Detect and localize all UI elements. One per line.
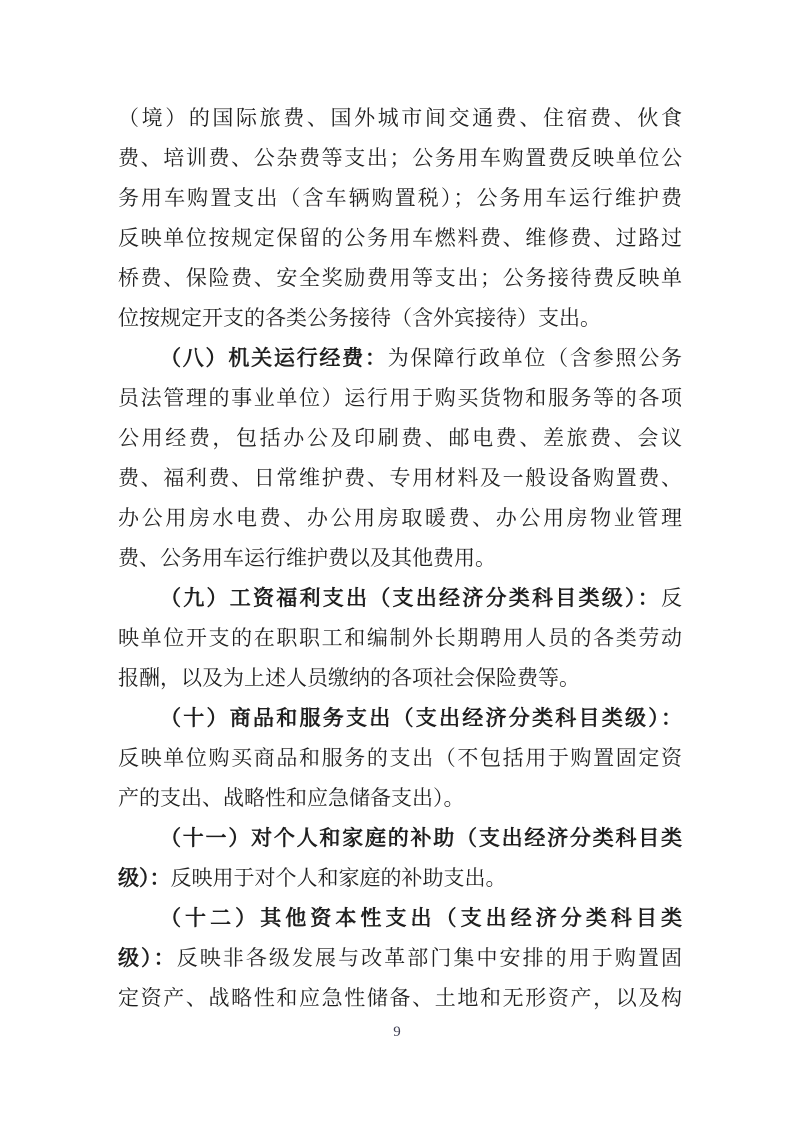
text-line — [118, 818, 682, 858]
text-line — [118, 378, 682, 418]
text-line — [118, 298, 682, 338]
text-line — [118, 218, 682, 258]
text-segment: 反映单位购买商品和服务的支出（不包括用于购置固定资 — [118, 746, 682, 770]
text-line — [118, 738, 682, 778]
text-line — [118, 858, 682, 898]
page-number: 9 — [393, 1024, 401, 1040]
text-line — [118, 658, 682, 698]
text-line — [118, 178, 682, 218]
text-line — [118, 778, 682, 818]
text-line — [118, 498, 682, 538]
text-segment-bold: （十）商品和服务支出（支出经济分类科目类级）： — [160, 707, 682, 730]
text-segment: （境）的国际旅费、国外城市间交通费、住宿费、伙食 — [118, 106, 682, 130]
text-segment: 费、培训费、公杂费等支出；公务用车购置费反映单位公 — [118, 146, 682, 170]
text-line — [118, 98, 682, 138]
text-line — [118, 898, 682, 938]
text-segment-bold: （九）工资福利支出（支出经济分类科目类级）： — [160, 587, 661, 610]
text-segment: 员法管理的事业单位）运行用于购买货物和服务等的各项 — [118, 386, 682, 410]
text-line — [118, 618, 682, 658]
text-line — [118, 258, 682, 298]
text-segment: 费、公务用车运行维护费以及其他费用。 — [118, 546, 496, 570]
text-line — [118, 338, 682, 378]
text-segment: 反 — [661, 586, 682, 610]
text-segment: 务用车购置支出（含车辆购置税）；公务用车运行维护费 — [118, 186, 682, 210]
text-segment: 公用经费，包括办公及印刷费、邮电费、差旅费、会议 — [118, 426, 682, 450]
text-line — [118, 538, 682, 578]
text-segment: 位按规定开支的各类公务接待（含外宾接待）支出。 — [118, 306, 601, 330]
text-segment: 办公用房水电费、办公用房取暖费、办公用房物业管理 — [118, 506, 682, 530]
text-segment: 映单位开支的在职职工和编制外长期聘用人员的各类劳动 — [118, 626, 682, 650]
text-segment: 反映用于对个人和家庭的补助支出。 — [170, 866, 507, 890]
text-segment: 产的支出、战略性和应急储备支出）。 — [118, 786, 465, 810]
text-segment: 反映非各级发展与改革部门集中安排的用于购置固 — [176, 946, 682, 970]
text-segment: 报酬，以及为上述人员缴纳的各项社会保险费等。 — [118, 666, 580, 690]
text-segment: 反映单位按规定保留的公务用车燃料费、维修费、过路过 — [118, 226, 682, 250]
text-line — [118, 458, 682, 498]
text-segment: 为保障行政单位（含参照公务 — [387, 346, 683, 370]
text-segment: 费、福利费、日常维护费、专用材料及一般设备购置费、 — [118, 466, 682, 490]
text-segment-bold: （十二）其他资本性支出（支出经济分类科目类 — [160, 907, 682, 930]
text-segment: 桥费、保险费、安全奖励费用等支出；公务接待费反映单 — [118, 266, 682, 290]
text-line — [118, 578, 682, 618]
text-line — [118, 418, 682, 458]
text-line — [118, 698, 682, 738]
text-segment: 定资产、战略性和应急性储备、土地和无形资产，以及构 — [118, 986, 682, 1010]
text-line — [118, 978, 682, 1018]
text-segment-bold: 级）： — [118, 867, 171, 890]
text-line — [118, 138, 682, 178]
text-line — [118, 938, 682, 978]
text-segment-bold: （八）机关运行经费： — [160, 347, 388, 370]
text-segment-bold: （十一）对个人和家庭的补助（支出经济分类科目类 — [160, 827, 682, 850]
document-body — [118, 98, 682, 1018]
text-segment-bold: 级）： — [118, 947, 177, 970]
